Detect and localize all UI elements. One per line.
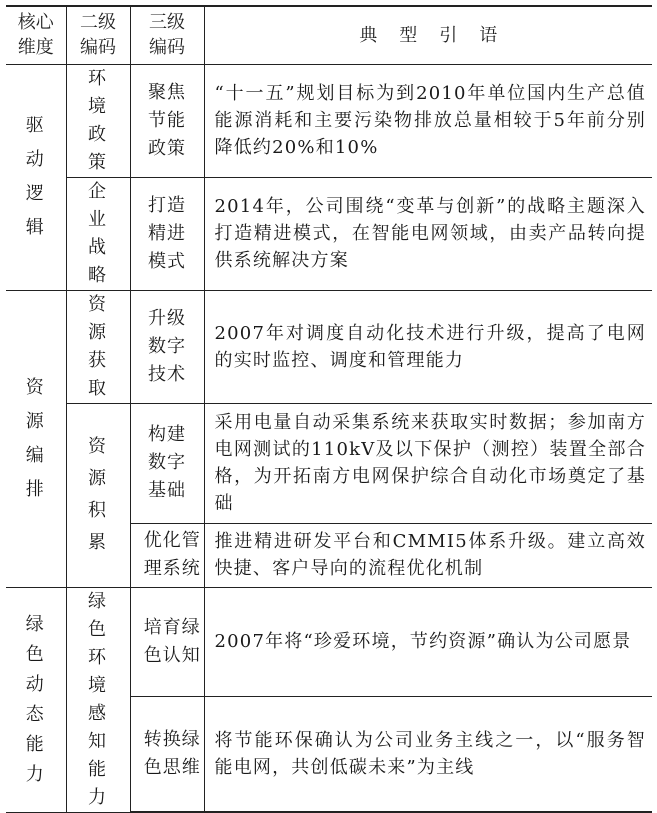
quote-cell: 推进精进研发平台和CMMI5体系升级。建立高效快捷、客户导向的流程优化机制	[204, 523, 652, 587]
tertiary-code-cell: 培育绿色认知	[130, 587, 204, 696]
secondary-code-cell: 企业战略	[66, 177, 130, 290]
table-body	[6, 64, 652, 812]
table-row	[6, 64, 652, 177]
tertiary-code-cell: 聚焦节能政策	[130, 64, 204, 177]
table-row	[6, 587, 652, 696]
quote-cell: “十一五”规划目标为到2010年单位国内生产总值能源消耗和主要污染物排放总量相较于5年前分别降低约20%和10%	[204, 64, 652, 177]
tertiary-code-cell: 升级数字技术	[130, 290, 204, 403]
tertiary-code-cell: 构建数字基础	[130, 403, 204, 523]
table-row	[6, 403, 652, 523]
header-row	[6, 6, 652, 64]
quote-cell: 2007年对调度自动化技术进行升级，提高了电网的实时监控、调度和管理能力	[204, 290, 652, 403]
quote-cell: 2014年，公司围绕“变革与创新”的战略主题深入打造精进模式，在智能电网领域，由卖产品转向提供系统解决方案	[204, 177, 652, 290]
table-header	[6, 6, 652, 64]
table-row	[6, 290, 652, 403]
header-typical-quote: 典型引语	[204, 6, 652, 64]
header-core-dimension: 核心维度	[6, 6, 66, 64]
quote-cell: 将节能环保确认为公司业务主线之一，以“服务智能电网，共创低碳未来”为主线	[204, 696, 652, 812]
tertiary-code-cell: 转换绿色思维	[130, 696, 204, 812]
secondary-code-cell: 资源获取	[66, 290, 130, 403]
header-secondary-code: 二级编码	[66, 6, 130, 64]
tertiary-code-cell: 打造精进模式	[130, 177, 204, 290]
coding-table	[6, 5, 652, 813]
secondary-code-cell: 环境政策	[66, 64, 130, 177]
header-tertiary-code: 三级编码	[130, 6, 204, 64]
table-row	[6, 177, 652, 290]
core-dimension-cell: 驱动逻辑	[6, 64, 66, 290]
quote-cell: 2007年将“珍爱环境，节约资源”确认为公司愿景	[204, 587, 652, 696]
secondary-code-cell: 资源积累	[66, 403, 130, 587]
tertiary-code-cell: 优化管理系统	[130, 523, 204, 587]
core-dimension-cell: 资源编排	[6, 290, 66, 587]
secondary-code-cell: 绿色环境感知能力	[66, 587, 130, 812]
core-dimension-cell: 绿色动态能力	[6, 587, 66, 812]
quote-cell: 采用电量自动采集系统来获取实时数据；参加南方电网测试的110kV及以下保护（测控）装置全部合格，为开拓南方电网保护综合自动化市场奠定了基础	[204, 403, 652, 523]
